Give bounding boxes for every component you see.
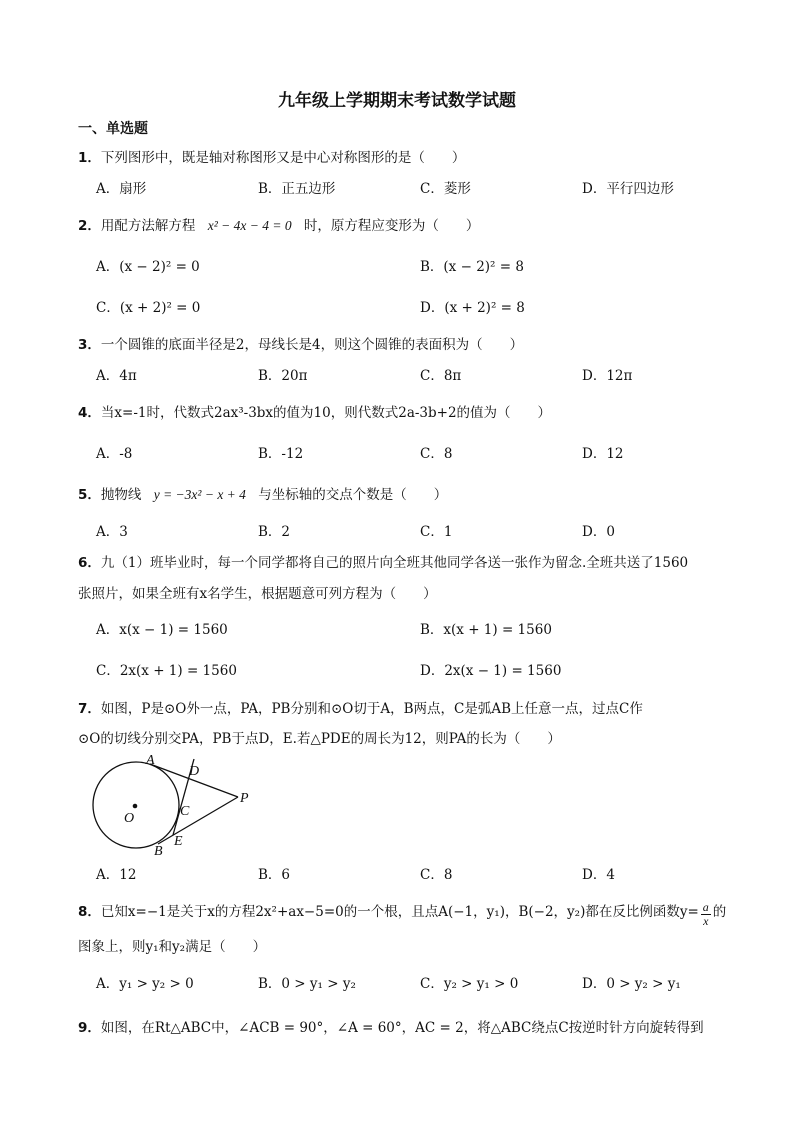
option-a: A．3 bbox=[96, 524, 128, 540]
question-3 bbox=[78, 333, 523, 353]
question-5 bbox=[78, 483, 447, 503]
question-number: 8． bbox=[78, 904, 101, 920]
question-number: 9． bbox=[78, 1020, 101, 1036]
option-d: D．0 bbox=[582, 524, 615, 540]
option-a: A．x(x − 1) = 1560 bbox=[96, 622, 228, 638]
option-d: D．0 > y₂ > y₁ bbox=[582, 976, 681, 992]
option-d: D．2x(x − 1) = 1560 bbox=[420, 663, 562, 679]
option-c: C．y₂ > y₁ > 0 bbox=[420, 976, 519, 992]
fraction-denominator: x bbox=[703, 914, 709, 928]
question-text: 用配方法解方程 bbox=[100, 218, 196, 234]
option-d: D．4 bbox=[582, 867, 615, 883]
option-d: D．(x + 2)² = 8 bbox=[420, 300, 525, 316]
question-text: 一个圆锥的底面半径是2，母线长是4，则这个圆锥的表面积为（ ） bbox=[100, 337, 524, 353]
question-number: 3． bbox=[78, 337, 101, 353]
question-text: 已知x=−1是关于x的方程2x²+ax−5=0的一个根，且点A(−1，y₁)，B(−2，y₂)都在反比例函数y= bbox=[100, 904, 699, 920]
option-b: B．x(x + 1) = 1560 bbox=[420, 622, 552, 638]
question-text: 如图，P是⊙O外一点，PA，PB分别和⊙O切于A，B两点，C是弧AB上任意一点，过点C作 bbox=[100, 701, 643, 717]
section-heading: 一、单选题 bbox=[78, 121, 148, 137]
option-c: C．8 bbox=[420, 446, 453, 462]
geometry-figure bbox=[88, 752, 268, 858]
option-b: B．20π bbox=[258, 368, 308, 384]
question-1 bbox=[78, 146, 465, 166]
option-a: A．12 bbox=[96, 867, 137, 883]
option-d: D．12π bbox=[582, 368, 633, 384]
option-a: A．4π bbox=[96, 368, 137, 384]
option-b: B．6 bbox=[258, 867, 291, 883]
center-point bbox=[133, 804, 138, 809]
option-b: B．0 > y₁ > y₂ bbox=[258, 976, 356, 992]
question-2 bbox=[78, 214, 479, 234]
option-b: B．(x − 2)² = 8 bbox=[420, 259, 524, 275]
fraction-numerator: a bbox=[702, 900, 709, 914]
label-e: E bbox=[174, 834, 183, 849]
option-a: A．y₁ > y₂ > 0 bbox=[96, 976, 194, 992]
option-c: C．菱形 bbox=[420, 181, 471, 197]
question-text: 九（1）班毕业时，每一个同学都将自己的照片向全班其他同学各送一张作为留念.全班共送了1560 bbox=[100, 555, 689, 571]
option-c: C．8π bbox=[420, 368, 462, 384]
equation: x² − 4x − 4 = 0 bbox=[207, 218, 292, 233]
option-d: D．12 bbox=[582, 446, 624, 462]
question-text: 下列图形中，既是轴对称图形又是中心对称图形的是（ ） bbox=[100, 150, 466, 166]
question-text: 的 bbox=[712, 904, 727, 920]
question-number: 7． bbox=[78, 701, 101, 717]
option-a: A．-8 bbox=[96, 446, 133, 462]
question-number: 5． bbox=[78, 487, 101, 503]
option-c: C．1 bbox=[420, 524, 453, 540]
equation: y = −3x² − x + 4 bbox=[153, 487, 246, 502]
page-title: 九年级上学期期末考试数学试题 bbox=[278, 91, 516, 111]
label-b: B bbox=[154, 844, 163, 858]
option-c: C．(x + 2)² = 0 bbox=[96, 300, 201, 316]
option-b: B．正五边形 bbox=[258, 181, 336, 197]
question-number: 2． bbox=[78, 218, 101, 234]
option-a: A．(x − 2)² = 0 bbox=[96, 259, 200, 275]
question-text: 抛物线 bbox=[100, 487, 142, 503]
question-text: 时，原方程应变形为（ ） bbox=[303, 218, 480, 234]
question-number: 1． bbox=[78, 150, 101, 166]
label-c: C bbox=[180, 804, 190, 819]
label-d: D bbox=[189, 764, 200, 779]
question-8 bbox=[78, 899, 726, 926]
option-c: C．8 bbox=[420, 867, 453, 883]
option-d: D．平行四边形 bbox=[582, 181, 674, 197]
option-a: A．扇形 bbox=[96, 181, 147, 197]
option-b: B．2 bbox=[258, 524, 291, 540]
question-7-line-2: ⊙O的切线分别交PA，PB于点D，E.若△PDE的周长为12，则PA的长为（ ） bbox=[78, 731, 561, 747]
option-b: B．-12 bbox=[258, 446, 304, 462]
label-p: P bbox=[240, 791, 249, 806]
question-7 bbox=[78, 697, 643, 717]
label-o: O bbox=[124, 811, 135, 826]
question-4 bbox=[78, 401, 551, 421]
tangent-pb bbox=[158, 797, 238, 844]
question-6 bbox=[78, 551, 688, 571]
question-number: 6． bbox=[78, 555, 101, 571]
question-text: 如图，在Rt△ABC中，∠ACB = 90°，∠A = 60°，AC = 2，将△ABC绕点C按逆时针方向旋转得到 bbox=[100, 1020, 704, 1036]
question-8-line-2: 图象上，则y₁和y₂满足（ ） bbox=[78, 939, 267, 955]
fraction bbox=[701, 901, 711, 928]
label-a: A bbox=[146, 753, 155, 768]
question-text: 与坐标轴的交点个数是（ ） bbox=[258, 487, 448, 503]
option-c: C．2x(x + 1) = 1560 bbox=[96, 663, 237, 679]
question-6-line-2: 张照片，如果全班有x名学生，根据题意可列方程为（ ） bbox=[78, 586, 437, 602]
question-number: 4． bbox=[78, 405, 101, 421]
question-9 bbox=[78, 1016, 704, 1036]
question-text: 当x=-1时，代数式2ax³-3bx的值为10，则代数式2a-3b+2的值为（ ） bbox=[100, 405, 552, 421]
